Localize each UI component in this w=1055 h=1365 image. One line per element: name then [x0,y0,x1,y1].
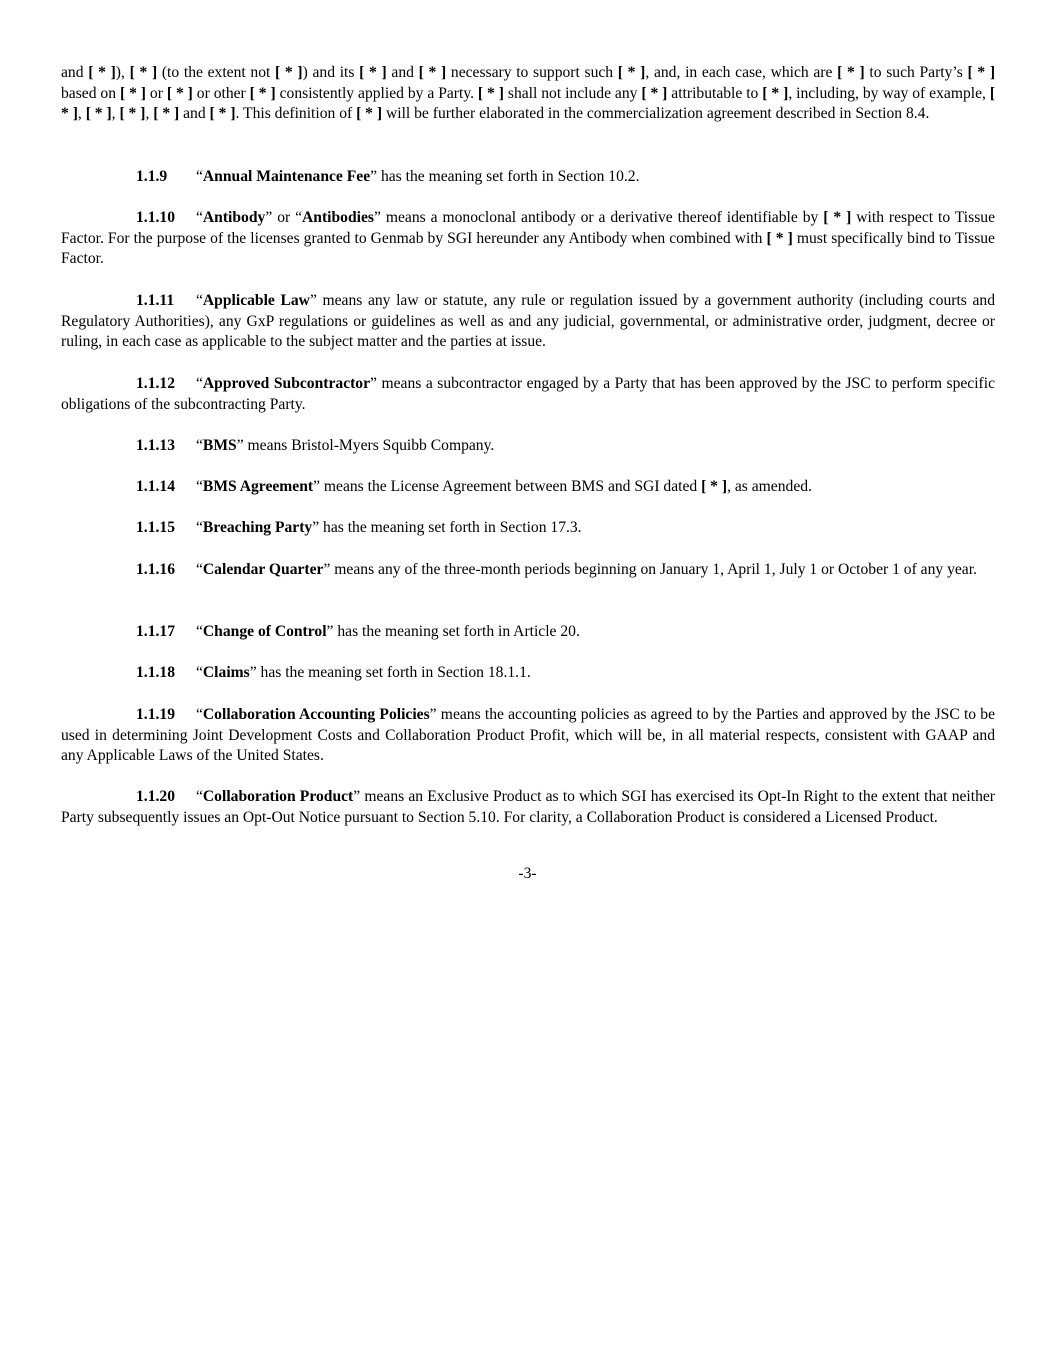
redaction-marker: [ * ] [61,84,996,123]
section-number: 1.1.10 [136,209,175,226]
definition-1-1-13: 1.1.13 “BMS” means Bristol-Myers Squibb Company. [61,436,995,457]
definition-1-1-14: 1.1.14 “BMS Agreement” means the License Agreement between BMS and SGI dated [ * ], as amended. [61,477,995,498]
definition-1-1-15: 1.1.15 “Breaching Party” has the meaning set forth in Section 17.3. [61,518,995,539]
defined-term: Applicable Law [202,292,310,309]
redaction-marker: [ * ] [88,64,116,81]
redaction-marker: [ * ] [166,84,193,102]
definition-1-1-19: 1.1.19 “Collaboration Accounting Policies” means the accounting policies as agreed to by the Parties and approved by the JSC to be used in determining Joint Development Costs and Collaboration Product Profit, which will be, in all material respects, consistent with GAAP and any Applicable Laws of the United States. [61,706,996,765]
redaction-marker: [ * ] [477,84,504,102]
redaction-marker: [ * ] [249,84,276,102]
redaction-marker: [ * ] [617,64,646,81]
defined-term: Annual Maintenance Fee [202,168,371,185]
defined-term: Collaboration Accounting Policies [202,706,430,723]
redaction-marker: [ * ] [762,84,789,102]
redaction-marker: [ * ] [823,209,852,226]
definition-1-1-20: 1.1.20 “Collaboration Product” means an Exclusive Product as to which SGI has exercised its Opt-In Right to the extent that neither Party subsequently issues an Opt-Out Notice pursuant to Section 5.10. For clarity, a Collaboration Product is considered a Licensed Product. [61,788,995,826]
section-number: 1.1.14 [136,478,175,495]
section-number: 1.1.12 [136,375,175,392]
section-number: 1.1.18 [136,664,175,681]
redaction-marker: [ * ] [837,64,865,81]
redaction-marker: [ * ] [119,105,146,123]
definition-1-1-12: 1.1.12 “Approved Subcontractor” means a subcontractor engaged by a Party that has been approved by the JSC to perform specific obligations of the subcontracting Party. [61,375,996,413]
redaction-marker: [ * ] [85,105,112,123]
definition-1-1-9: 1.1.9 “Annual Maintenance Fee” has the meaning set forth in Section 10.2. [61,167,995,188]
section-number: 1.1.13 [136,437,175,454]
defined-term: Approved Subcontractor [202,375,371,392]
redaction-marker: [ * ] [356,105,383,123]
defined-term: Collaboration Product [202,788,354,805]
defined-term: Antibodies [302,209,374,226]
defined-term: Breaching Party [202,519,313,536]
redaction-marker: [ * ] [275,64,303,81]
section-number: 1.1.20 [136,788,175,805]
redaction-marker: [ * ] [359,64,387,81]
defined-term: Claims [202,664,250,681]
redaction-marker: [ * ] [418,64,447,81]
definition-1-1-18: 1.1.18 “Claims” has the meaning set forth in Section 18.1.1. [61,663,995,684]
section-number: 1.1.9 [136,168,168,185]
definition-1-1-10: 1.1.10 “Antibody” or “Antibodies” means a monoclonal antibody or a derivative thereof identifiable by [ * ] with respect to Tissue Factor. For the purpose of the licenses granted to Genmab by SGI hereunder any Antibody when combined with [ * ] must specifically bind to Tissue Factor. [61,209,995,268]
defined-term: Calendar Quarter [202,561,324,578]
redaction-marker: [ * ] [967,64,996,81]
defined-term: Antibody [202,209,266,226]
redaction-marker: [ * ] [641,84,668,102]
page-number: -3- [518,865,537,882]
section-number: 1.1.15 [136,519,175,536]
definition-1-1-17: 1.1.17 “Change of Control” has the meaning set forth in Article 20. [61,622,995,643]
defined-term: BMS [202,437,237,454]
redaction-marker: [ * ] [119,84,146,102]
redaction-marker: [ * ] [766,229,793,247]
definition-1-1-16: 1.1.16 “Calendar Quarter” means any of the three-month periods beginning on January 1, April 1, July 1 or October 1 of any year. [61,560,995,581]
intro-paragraph: and [ * ]), [ * ] (to the extent not [ * ]) and its [ * ] and [ * ] necessary to support such [ * ], and, in each case, which are [ * ] to such Party’s [ * ] based on [ * ] or [ * ] or other [ * ] consistently applied by a Party. [ * ] shall not include any [ * ] attributable to [ * ], including, by way of example, [ * ], [ * ], [ * ], [ * ] and [ * ]. This definition of [ * ] will be further elaborated in the commercialization agreement described in Section 8.4. [61,64,996,123]
redaction-marker: [ * ] [129,64,158,81]
redaction-marker: [ * ] [209,105,236,123]
section-number: 1.1.19 [136,706,175,723]
section-number: 1.1.17 [136,623,175,640]
defined-term: BMS Agreement [202,478,314,495]
defined-term: Change of Control [202,623,327,640]
section-number: 1.1.11 [136,292,175,309]
definition-1-1-11: 1.1.11 “Applicable Law” means any law or statute, any rule or regulation issued by a government authority (including courts and Regulatory Authorities), any GxP regulations or guidelines as well as and any judicial, governmental, or administrative order, judgment, decree or ruling, in each case as applicable to the subject matter and the parties at issue. [61,292,996,351]
redaction-marker: [ * ] [153,105,180,123]
redaction-marker: [ * ] [701,478,728,495]
section-number: 1.1.16 [136,561,175,578]
